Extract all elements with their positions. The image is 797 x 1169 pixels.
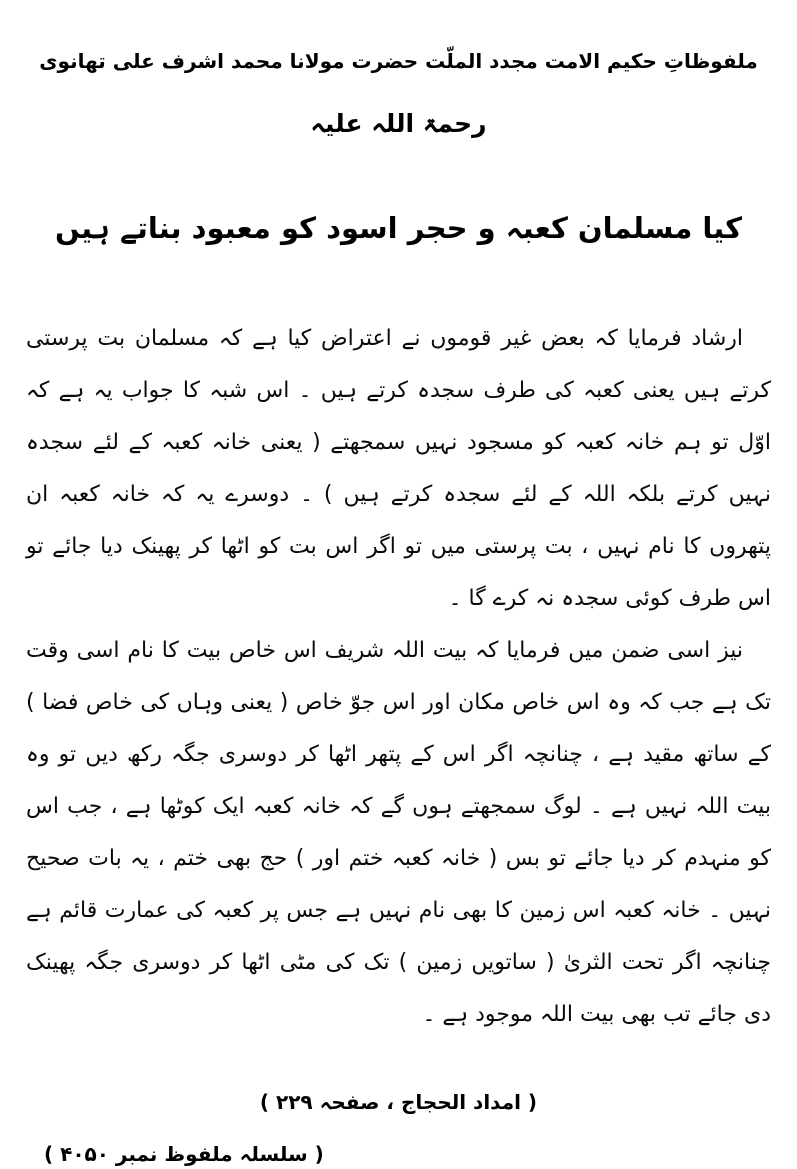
- citation-reference: ( امداد الحجاج ، صفحہ ۲۲۹ ): [259, 1089, 538, 1114]
- honorific-line: رحمۃ اللہ علیہ: [310, 109, 487, 138]
- series-number: ( سلسلہ ملفوظ نمبر ۴۰۵۰ ): [44, 1141, 324, 1166]
- paragraph-objection-answer: ارشاد فرمایا کہ بعض غیر قوموں نے اعتراض کیا ہے کہ مسلمان بت پرستی کرتے ہیں یعنی کعبہ کی طرف سجدہ کرتے ہیں ۔ اس شبہ کا جواب یہ ہے کہ اوّل تو ہم خانہ کعبہ کو مسجود نہیں سمجھتے ( یعنی خانہ کعبہ کے لئے سجدہ نہیں کرتے بلکہ اللہ کے لئے سجدہ کرتے ہیں ) ۔ دوسرے یہ کہ خانہ کعبہ ان پتھروں کا نام نہیں ، بت پرستی میں تو اگر اس بت کو اٹھا کر پھینک دیا جائے تو اس طرف کوئی سجدہ نہ کرے گا ۔: [26, 325, 771, 611]
- article-heading: کیا مسلمان کعبہ و حجر اسود کو معبود بناتے ہیں: [55, 211, 742, 245]
- document-title: ملفوظاتِ حکیم الامت مجدد الملّت حضرت مولانا محمد اشرف علی تھانوی: [39, 49, 758, 73]
- article-body: [26, 313, 771, 1041]
- paragraph-baitullah-explanation: نیز اسی ضمن میں فرمایا کہ بیت اللہ شریف اس خاص بیت کا نام اسی وقت تک ہے جب کہ وہ اس خاص مکان اور اس جوّ خاص ( یعنی وہاں کی خاص فضا ) کے ساتھ مقید ہے ، چنانچہ اگر اس کے پتھر اٹھا کر دوسری جگہ رکھ دیں تو وہ بیت اللہ نہیں ہے ۔ لوگ سمجھتے ہوں گے کہ خانہ کعبہ ایک کوٹھا ہے ، جب اس کو منہدم کر دیا جائے تو بس ( خانہ کعبہ ختم اور ) حج بھی ختم ، یہ بات صحیح نہیں ۔ خانہ کعبہ اس زمین کا بھی نام نہیں ہے جس پر کعبہ کی عمارت قائم ہے چنانچہ اگر تحت الثریٰ ( ساتویں زمین ) تک کی مٹی اٹھا کر دوسری جگہ پھینک دی جائے تب بھی بیت اللہ موجود ہے ۔: [26, 637, 771, 1027]
